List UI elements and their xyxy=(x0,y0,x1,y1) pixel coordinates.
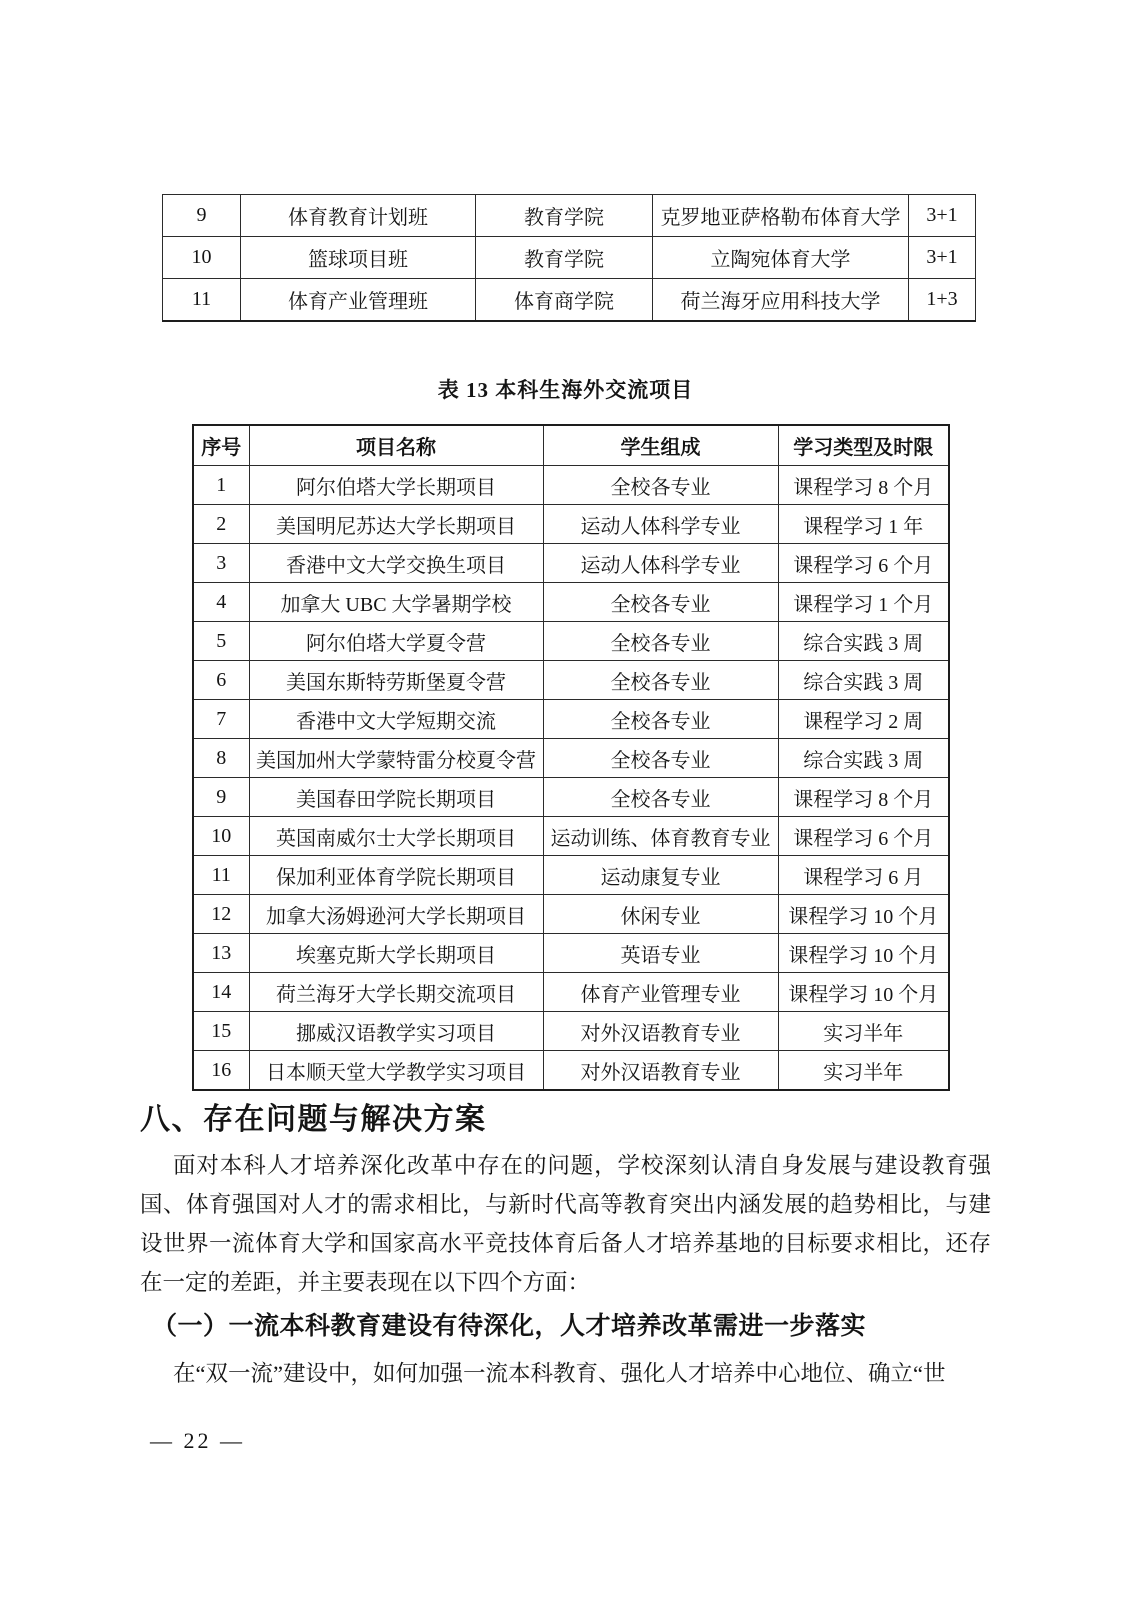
table-cell: 课程学习 6 个月 xyxy=(778,817,949,856)
table-cell: 10 xyxy=(163,237,241,279)
table-cell: 7 xyxy=(193,700,249,739)
table-row xyxy=(193,856,949,895)
table-cell: 综合实践 3 周 xyxy=(778,661,949,700)
table-cell: 香港中文大学交换生项目 xyxy=(249,544,543,583)
table-cell: 课程学习 2 周 xyxy=(778,700,949,739)
table-cell: 阿尔伯塔大学长期项目 xyxy=(249,466,543,505)
table-row xyxy=(193,1012,949,1051)
table-cell: 9 xyxy=(193,778,249,817)
table-row xyxy=(193,700,949,739)
table-row xyxy=(193,895,949,934)
table-cell: 实习半年 xyxy=(778,1012,949,1051)
table-row xyxy=(193,505,949,544)
table-cell: 加拿大 UBC 大学暑期学校 xyxy=(249,583,543,622)
table-cell: 香港中文大学短期交流 xyxy=(249,700,543,739)
column-header-project-name: 项目名称 xyxy=(249,425,543,466)
table-cell: 篮球项目班 xyxy=(241,237,476,279)
table-row xyxy=(163,237,976,279)
table-cell: 日本顺天堂大学教学实习项目 xyxy=(249,1051,543,1091)
table-cell: 13 xyxy=(193,934,249,973)
table-cell: 立陶宛体育大学 xyxy=(653,237,909,279)
table-cell: 12 xyxy=(193,895,249,934)
table-cell: 全校各专业 xyxy=(543,700,778,739)
table-cell: 阿尔伯塔大学夏令营 xyxy=(249,622,543,661)
table-cell: 美国东斯特劳斯堡夏令营 xyxy=(249,661,543,700)
table-cell: 8 xyxy=(193,739,249,778)
table-cell: 4 xyxy=(193,583,249,622)
table-cell: 美国明尼苏达大学长期项目 xyxy=(249,505,543,544)
table-cell: 全校各专业 xyxy=(543,583,778,622)
table-cell: 加拿大汤姆逊河大学长期项目 xyxy=(249,895,543,934)
table-cell: 教育学院 xyxy=(476,195,653,237)
table-row xyxy=(193,934,949,973)
table-cell: 英语专业 xyxy=(543,934,778,973)
table-cell: 休闲专业 xyxy=(543,895,778,934)
table-cell: 综合实践 3 周 xyxy=(778,739,949,778)
table-cell: 挪威汉语教学实习项目 xyxy=(249,1012,543,1051)
table-cell: 荷兰海牙大学长期交流项目 xyxy=(249,973,543,1012)
table-cell: 1 xyxy=(193,466,249,505)
table-cell: 16 xyxy=(193,1051,249,1091)
table-row xyxy=(193,583,949,622)
table-cell: 运动人体科学专业 xyxy=(543,505,778,544)
table-cell: 课程学习 1 个月 xyxy=(778,583,949,622)
table-cell: 运动人体科学专业 xyxy=(543,544,778,583)
table-cell: 体育教育计划班 xyxy=(241,195,476,237)
table-row xyxy=(193,778,949,817)
table-cell: 课程学习 6 个月 xyxy=(778,544,949,583)
column-header-student-composition: 学生组成 xyxy=(543,425,778,466)
page-number: — 22 — xyxy=(150,1428,245,1453)
table-cell: 课程学习 1 年 xyxy=(778,505,949,544)
table-cell: 5 xyxy=(193,622,249,661)
table-cell: 课程学习 10 个月 xyxy=(778,934,949,973)
table-cell: 美国加州大学蒙特雷分校夏令营 xyxy=(249,739,543,778)
table-cell: 9 xyxy=(163,195,241,237)
table-cell: 3+1 xyxy=(909,237,976,279)
table-cell: 实习半年 xyxy=(778,1051,949,1091)
table-cell: 11 xyxy=(193,856,249,895)
table-row xyxy=(193,661,949,700)
table-cell: 教育学院 xyxy=(476,237,653,279)
table13-body xyxy=(193,466,949,1091)
table-cell: 全校各专业 xyxy=(543,739,778,778)
column-header-study-type-duration: 学习类型及时限 xyxy=(778,425,949,466)
column-header-index: 序号 xyxy=(193,425,249,466)
continued-exchange-class-table xyxy=(162,194,976,322)
table-row xyxy=(193,622,949,661)
table-cell: 运动康复专业 xyxy=(543,856,778,895)
table-cell: 11 xyxy=(163,279,241,322)
table-header-row xyxy=(193,425,949,466)
table-cell: 6 xyxy=(193,661,249,700)
table-cell: 美国春田学院长期项目 xyxy=(249,778,543,817)
table-cell: 全校各专业 xyxy=(543,466,778,505)
table-cell: 3 xyxy=(193,544,249,583)
table-cell: 全校各专业 xyxy=(543,661,778,700)
subsection-heading: （一）一流本科教育建设有待深化，人才培养改革需进一步落实 xyxy=(152,1312,867,1340)
section-paragraph-2: 在“双一流”建设中，如何加强一流本科教育、强化人才培养中心地位、确立“世 xyxy=(173,1361,946,1386)
table-cell: 体育产业管理专业 xyxy=(543,973,778,1012)
table-row xyxy=(193,544,949,583)
table-cell: 体育产业管理班 xyxy=(241,279,476,322)
table-cell: 全校各专业 xyxy=(543,622,778,661)
table-cell: 埃塞克斯大学长期项目 xyxy=(249,934,543,973)
table-cell: 课程学习 8 个月 xyxy=(778,466,949,505)
section-paragraph-1: 面对本科人才培养深化改革中存在的问题，学校深刻认清自身发展与建设教育强国、体育强国对人才的需求相比，与新时代高等教育突出内涵发展的趋势相比，与建设世界一流体育大学和国家高水平竞技体育后备人才培养基地的目标要求相比，还存在一定的差距，并主要表现在以下四个方面： xyxy=(140,1153,991,1295)
table-row xyxy=(193,1051,949,1091)
table13-overseas-exchange-table xyxy=(192,424,950,1091)
table-cell: 英国南威尔士大学长期项目 xyxy=(249,817,543,856)
table-row xyxy=(193,466,949,505)
table-cell: 课程学习 6 月 xyxy=(778,856,949,895)
table-cell: 课程学习 10 个月 xyxy=(778,973,949,1012)
table-cell: 对外汉语教育专业 xyxy=(543,1012,778,1051)
table-row xyxy=(193,739,949,778)
table-cell: 14 xyxy=(193,973,249,1012)
table-cell: 保加利亚体育学院长期项目 xyxy=(249,856,543,895)
table-cell: 2 xyxy=(193,505,249,544)
table-row xyxy=(163,195,976,237)
table-cell: 克罗地亚萨格勒布体育大学 xyxy=(653,195,909,237)
table-cell: 课程学习 10 个月 xyxy=(778,895,949,934)
table-cell: 体育商学院 xyxy=(476,279,653,322)
table-cell: 对外汉语教育专业 xyxy=(543,1051,778,1091)
table-cell: 1+3 xyxy=(909,279,976,322)
section-heading: 八、存在问题与解决方案 xyxy=(140,1103,487,1136)
table-row xyxy=(193,973,949,1012)
table-cell: 运动训练、体育教育专业 xyxy=(543,817,778,856)
table-cell: 课程学习 8 个月 xyxy=(778,778,949,817)
table-cell: 3+1 xyxy=(909,195,976,237)
table-row xyxy=(193,817,949,856)
table13-caption: 表 13 本科生海外交流项目 xyxy=(437,378,694,402)
continued-table-body xyxy=(163,195,976,322)
table-cell: 10 xyxy=(193,817,249,856)
table-cell: 综合实践 3 周 xyxy=(778,622,949,661)
table-row xyxy=(163,279,976,322)
table-cell: 全校各专业 xyxy=(543,778,778,817)
table-cell: 15 xyxy=(193,1012,249,1051)
table-cell: 荷兰海牙应用科技大学 xyxy=(653,279,909,322)
